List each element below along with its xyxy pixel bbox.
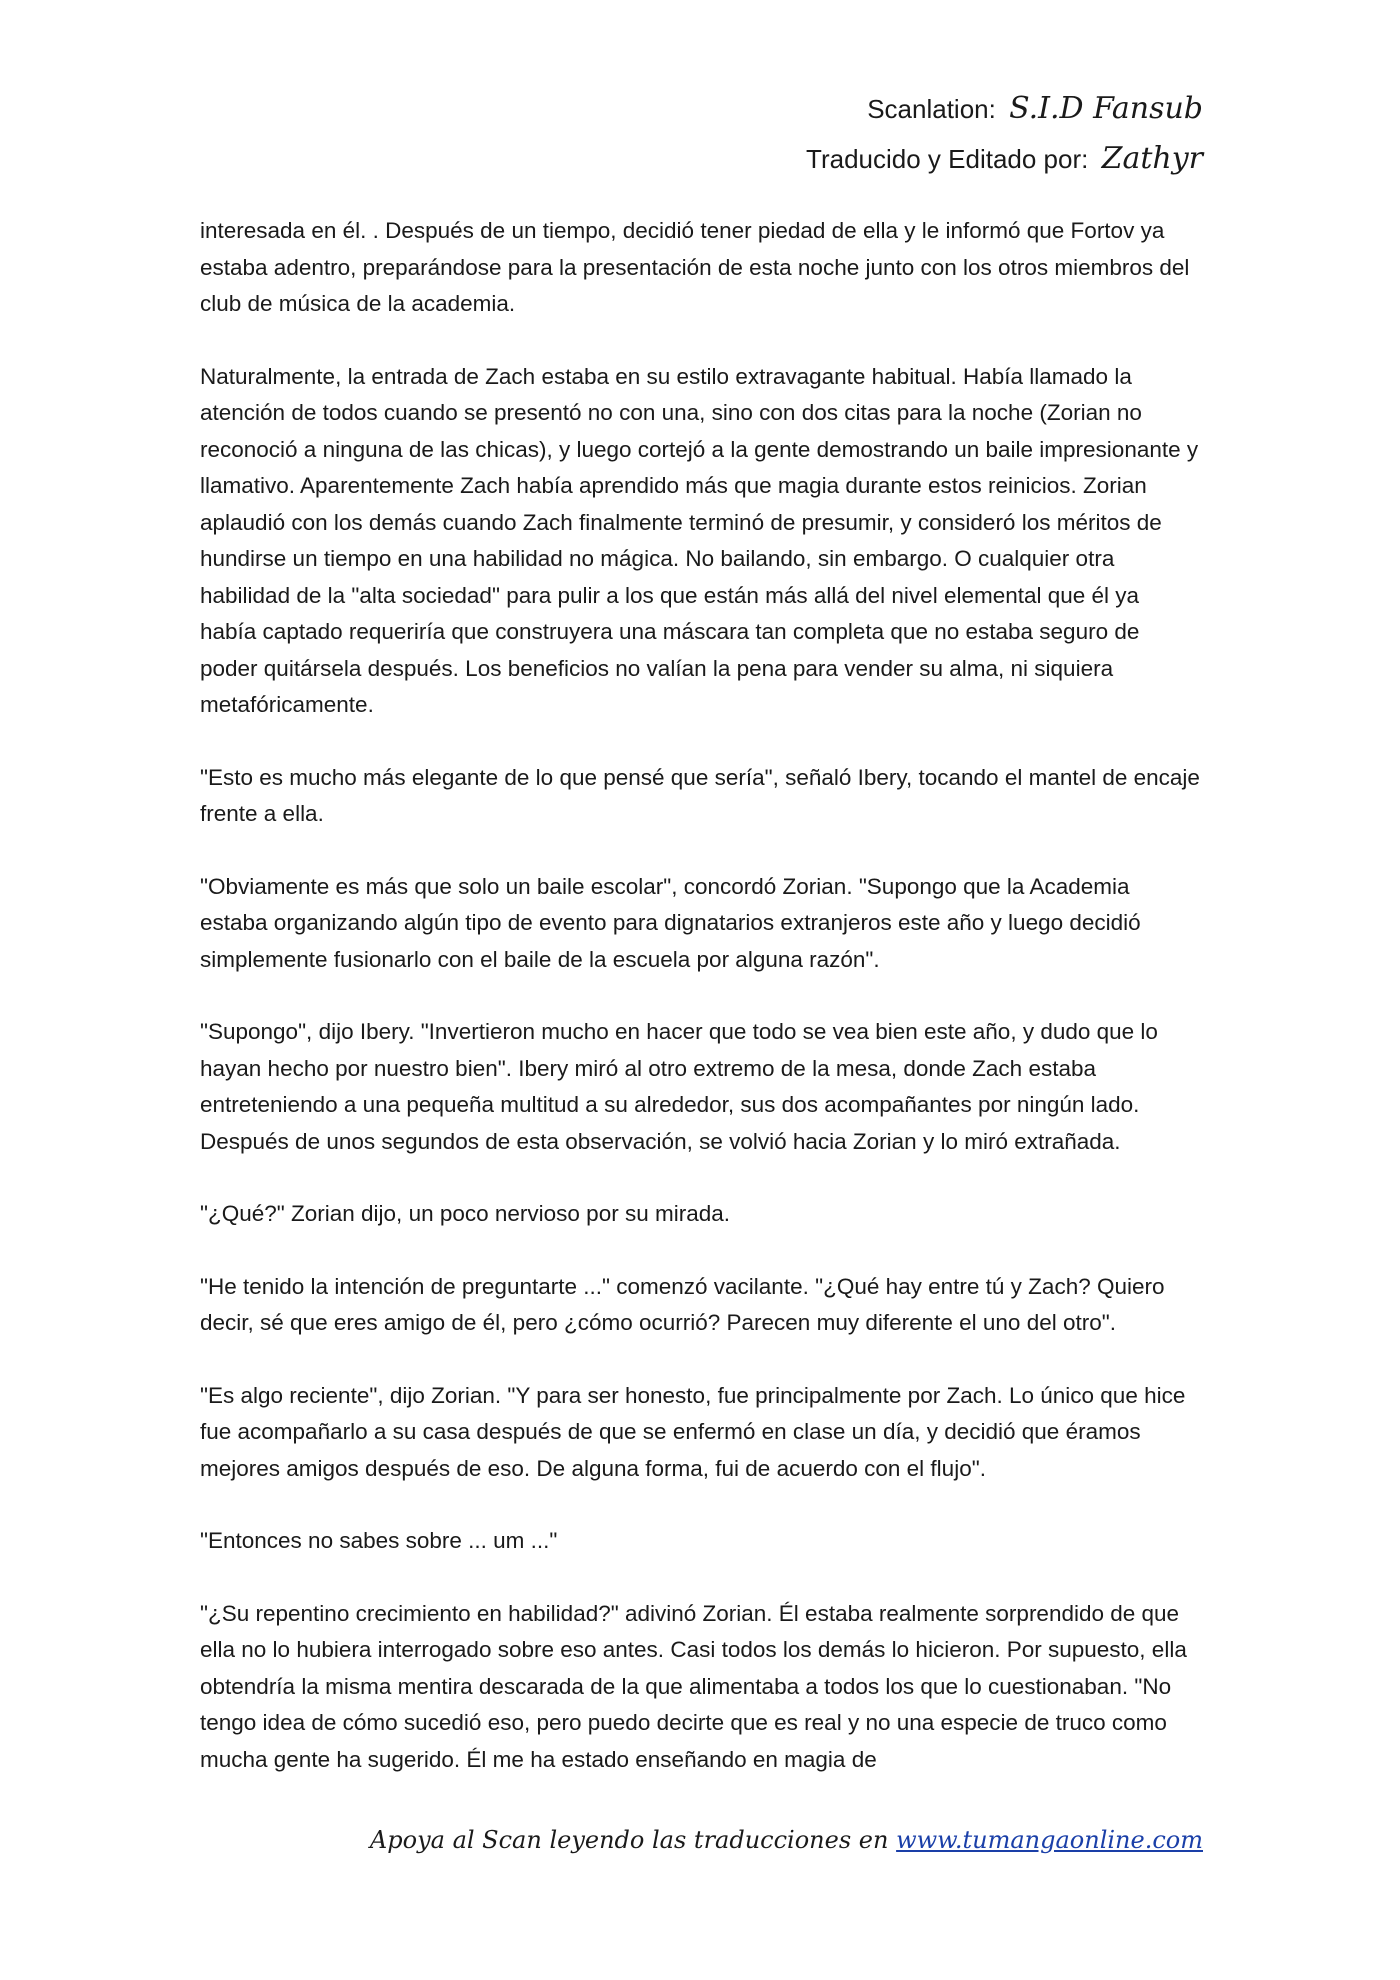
translator-credit (806, 134, 1203, 184)
footer-link[interactable]: www.tumangaonline.com (896, 1826, 1203, 1854)
page-footer (370, 1826, 1203, 1854)
paragraph: "Obviamente es más que solo un baile escolar", concordó Zorian. "Supongo que la Academia estaba organizando algún tipo de evento para dignatarios extranjeros este año y luego decidió simplemente fusionarlo con el baile de la escuela por alguna razón". (200, 873, 1141, 972)
translator-label: Traducido y Editado por: (806, 144, 1089, 174)
paragraph: "¿Qué?" Zorian dijo, un poco nervioso por su mirada. (200, 1201, 730, 1226)
translator-name: Zathyr (1101, 141, 1203, 176)
scanlation-credit (806, 84, 1203, 134)
paragraph: "¿Su repentino crecimiento en habilidad?" adivinó Zorian. Él estaba realmente sorprendido de que ella no lo hubiera interrogado sobre eso antes. Casi todos los demás lo hicieron. Por supuesto, ella obtendría la misma mentira descarada de la que alimentaba a todos los que lo cuestionaban. "No tengo idea de cómo sucedió eso, pero puedo decirte que es real y no una especie de truco como mucha gente ha sugerido. Él me ha estado enseñando en magia de (200, 1600, 1187, 1772)
scanlation-label: Scanlation: (867, 94, 996, 124)
paragraph: Naturalmente, la entrada de Zach estaba en su estilo extravagante habitual. Había llamado la atención de todos cuando se presentó no con una, sino con dos citas para la noche (Zorian no reconoció a ninguna de las chicas), y luego cortejó a la gente demostrando un baile impresionante y llamativo. Aparentemente Zach había aprendido más que magia durante estos reinicios. Zorian aplaudió con los demás cuando Zach finalmente terminó de presumir, y consideró los méritos de hundirse un tiempo en una habilidad no mágica. No bailando, sin embargo. O cualquier otra habilidad de la "alta sociedad" para pulir a los que están más allá del nivel elemental que él ya había captado requeriría que construyera una máscara tan completa que no estaba seguro de poder quitársela después. Los beneficios no valían la pena para vender su alma, ni siquiera metafóricamente. (200, 363, 1199, 717)
page-header (806, 84, 1203, 184)
paragraph: "Es algo reciente", dijo Zorian. "Y para ser honesto, fue principalmente por Zach. Lo único que hice fue acompañarlo a su casa después de que se enfermó en clase un día, y decidió que éramos mejores amigos después de eso. De alguna forma, fui de acuerdo con el flujo". (200, 1382, 1186, 1481)
paragraph: "Supongo", dijo Ibery. "Invertieron mucho en hacer que todo se vea bien este año, y dudo que lo hayan hecho por nuestro bien". Ibery miró al otro extremo de la mesa, donde Zach estaba entreteniendo a una pequeña multitud a su alrededor, sus dos acompañantes por ningún lado. Después de unos segundos de esta observación, se volvió hacia Zorian y lo miró extrañada. (200, 1019, 1158, 1154)
paragraph: interesada en él. . Después de un tiempo, decidió tener piedad de ella y le informó que Fortov ya estaba adentro, preparándose para la presentación de esta noche junto con los otros miembros del club de música de la academia. (200, 218, 1190, 316)
footer-text: Apoya al Scan leyendo las traducciones en (369, 1826, 889, 1854)
document-body (200, 213, 1200, 1814)
scanlation-group-name: S.I.D Fansub (1009, 91, 1203, 126)
paragraph: "He tenido la intención de preguntarte ..." comenzó vacilante. "¿Qué hay entre tú y Zach? Quiero decir, sé que eres amigo de él, pero ¿cómo ocurrió? Parecen muy diferente el uno del otro". (200, 1273, 1165, 1335)
paragraph: "Esto es mucho más elegante de lo que pensé que sería", señaló Ibery, tocando el mantel de encaje frente a ella. (200, 764, 1200, 826)
paragraph: "Entonces no sabes sobre ... um ..." (200, 1528, 558, 1553)
